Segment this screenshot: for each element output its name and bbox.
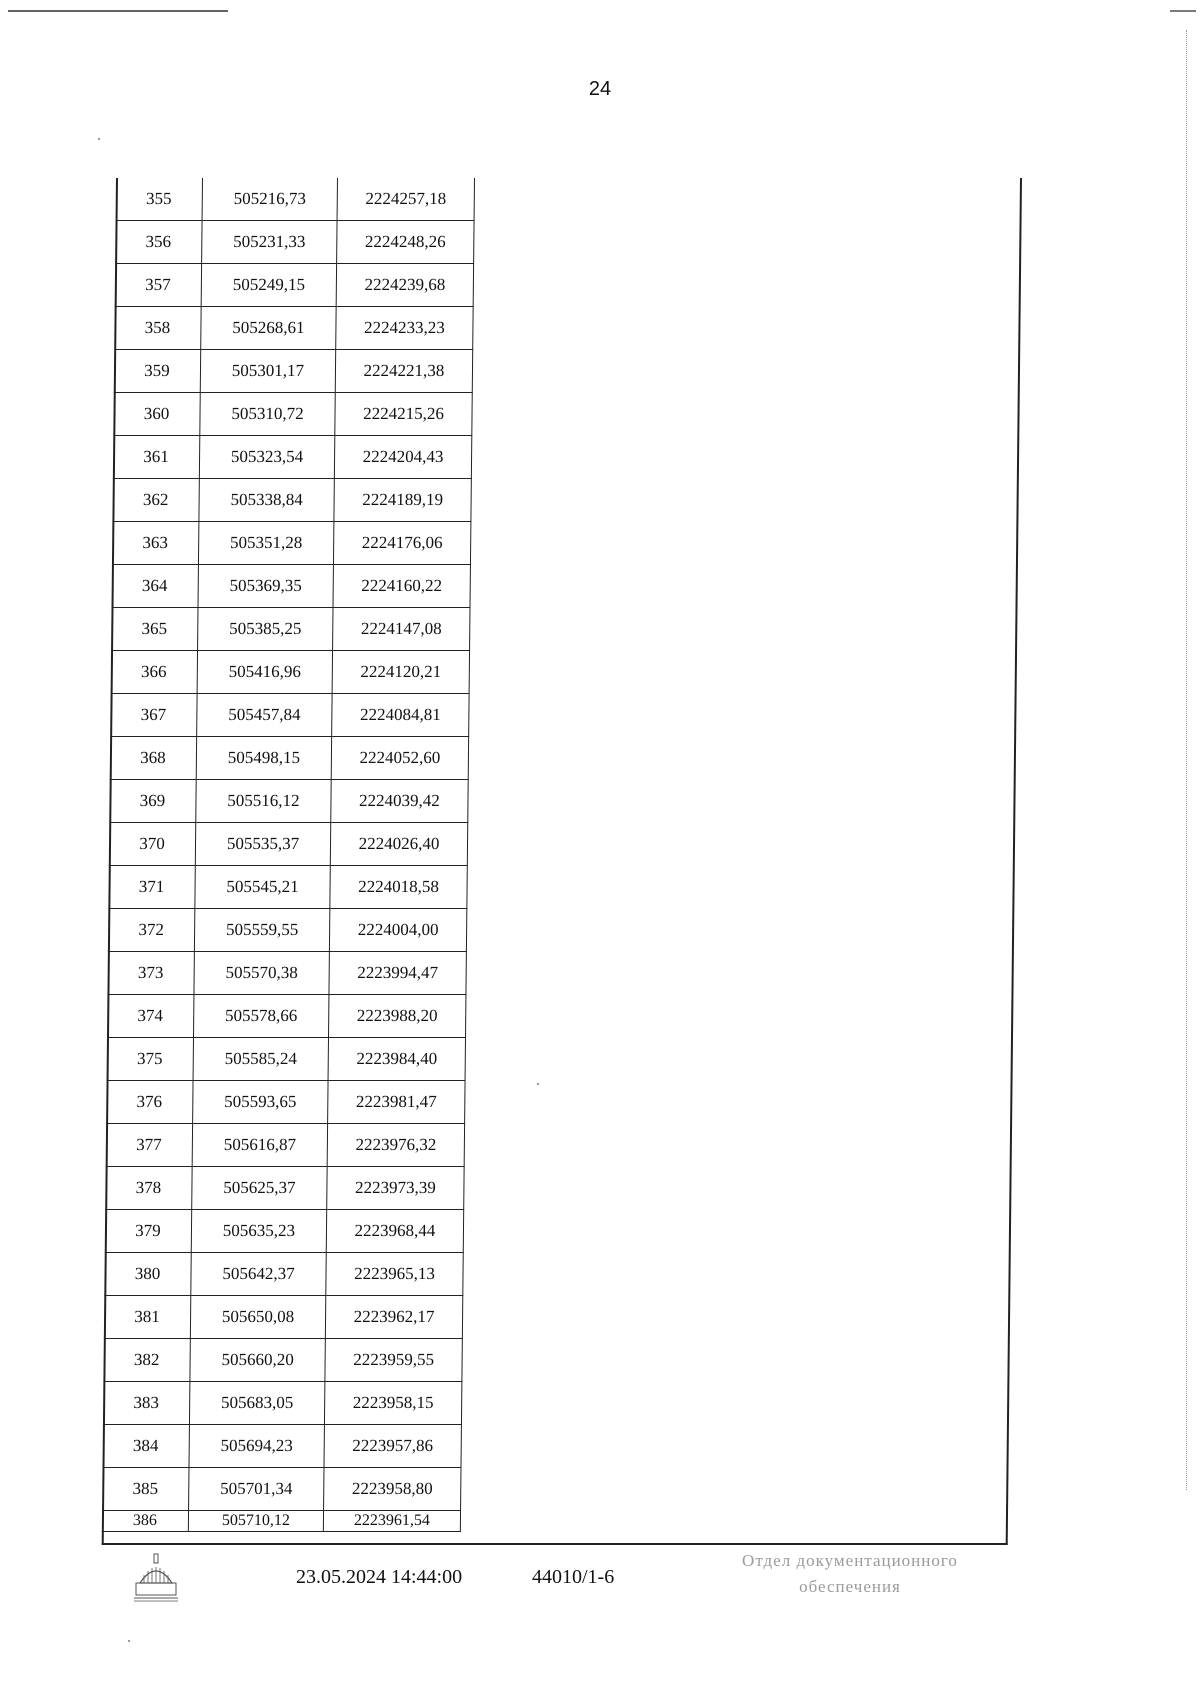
point-number-cell: 385	[102, 1468, 189, 1511]
point-number-cell: 380	[104, 1253, 191, 1296]
stamp-line-1: Отдел документационного	[742, 1551, 958, 1570]
table-row	[109, 780, 468, 823]
table-row	[113, 436, 472, 479]
table-row	[116, 178, 475, 221]
table-row	[109, 823, 468, 866]
table-row	[106, 1081, 465, 1124]
table-row	[115, 264, 474, 307]
y-coordinate-cell: 2223958,15	[324, 1382, 461, 1425]
table-row	[105, 1210, 464, 1253]
y-coordinate-cell: 2223976,32	[327, 1124, 464, 1167]
y-coordinate-cell: 2224215,26	[335, 393, 472, 436]
point-number-cell: 365	[111, 608, 198, 651]
x-coordinate-cell: 505416,96	[197, 651, 332, 694]
table-row	[102, 1468, 461, 1511]
y-coordinate-cell: 2224052,60	[331, 737, 468, 780]
point-number-cell: 361	[113, 436, 200, 479]
point-number-cell: 384	[102, 1425, 189, 1468]
x-coordinate-cell: 505545,21	[195, 866, 330, 909]
point-number-cell: 376	[106, 1081, 193, 1124]
point-number-cell: 372	[108, 909, 195, 952]
point-number-cell: 377	[106, 1124, 193, 1167]
point-number-cell: 386	[102, 1511, 189, 1532]
x-coordinate-cell: 505625,37	[192, 1167, 327, 1210]
coordinates-table	[102, 178, 475, 1532]
x-coordinate-cell: 505216,73	[202, 178, 337, 221]
y-coordinate-cell: 2224248,26	[337, 221, 474, 264]
y-coordinate-cell: 2224039,42	[331, 780, 468, 823]
table-row	[107, 952, 466, 995]
y-coordinate-cell: 2223965,13	[326, 1253, 463, 1296]
table-row	[106, 1124, 465, 1167]
x-coordinate-cell: 505650,08	[190, 1296, 325, 1339]
point-number-cell: 379	[105, 1210, 192, 1253]
dome-emblem-icon	[130, 1553, 182, 1605]
y-coordinate-cell: 2223958,80	[324, 1468, 461, 1511]
x-coordinate-cell: 505683,05	[189, 1382, 324, 1425]
table-row	[114, 307, 473, 350]
page-number: 24	[588, 78, 612, 100]
x-coordinate-cell: 505231,33	[202, 221, 337, 264]
point-number-cell: 358	[114, 307, 201, 350]
table-row	[111, 608, 470, 651]
point-number-cell: 363	[112, 522, 199, 565]
y-coordinate-cell: 2224004,00	[329, 909, 466, 952]
x-coordinate-cell: 505694,23	[189, 1425, 324, 1468]
point-number-cell: 364	[112, 565, 199, 608]
point-number-cell: 355	[116, 178, 203, 221]
x-coordinate-cell: 505268,61	[201, 307, 336, 350]
y-coordinate-cell: 2224257,18	[337, 178, 474, 221]
point-number-cell: 360	[113, 393, 200, 436]
point-number-cell: 369	[109, 780, 196, 823]
y-coordinate-cell: 2224189,19	[334, 479, 471, 522]
table-row	[111, 651, 470, 694]
point-number-cell: 357	[115, 264, 202, 307]
table-row	[103, 1382, 462, 1425]
y-coordinate-cell: 2224084,81	[332, 694, 469, 737]
table-row	[115, 221, 474, 264]
y-coordinate-cell: 2224176,06	[333, 522, 470, 565]
table-row	[110, 737, 469, 780]
scan-speck	[128, 1640, 130, 1642]
y-coordinate-cell: 2224233,23	[336, 307, 473, 350]
point-number-cell: 375	[107, 1038, 194, 1081]
footer-datetime: 23.05.2024 14:44:00	[296, 1566, 463, 1588]
point-number-cell: 373	[107, 952, 194, 995]
y-coordinate-cell: 2224120,21	[332, 651, 469, 694]
x-coordinate-cell: 505585,24	[193, 1038, 328, 1081]
table-row	[102, 1511, 461, 1532]
scan-edge-right	[1186, 30, 1188, 1490]
point-number-cell: 368	[110, 737, 197, 780]
y-coordinate-cell: 2223961,54	[323, 1511, 460, 1532]
x-coordinate-cell: 505635,23	[191, 1210, 326, 1253]
table-row	[108, 909, 467, 952]
y-coordinate-cell: 2224160,22	[333, 565, 470, 608]
x-coordinate-cell: 505249,15	[201, 264, 336, 307]
table-row	[107, 1038, 466, 1081]
x-coordinate-cell: 505701,34	[189, 1468, 324, 1511]
coordinates-table-body	[102, 178, 475, 1532]
point-number-cell: 359	[114, 350, 201, 393]
x-coordinate-cell: 505338,84	[199, 479, 334, 522]
x-coordinate-cell: 505385,25	[198, 608, 333, 651]
table-row	[103, 1339, 462, 1382]
y-coordinate-cell: 2223968,44	[326, 1210, 463, 1253]
x-coordinate-cell: 505516,12	[196, 780, 331, 823]
y-coordinate-cell: 2224018,58	[330, 866, 467, 909]
point-number-cell: 356	[115, 221, 202, 264]
point-number-cell: 374	[107, 995, 194, 1038]
y-coordinate-cell: 2223973,39	[327, 1167, 464, 1210]
scan-speck	[98, 138, 100, 140]
point-number-cell: 383	[103, 1382, 190, 1425]
y-coordinate-cell: 2224239,68	[336, 264, 473, 307]
x-coordinate-cell: 505642,37	[191, 1253, 326, 1296]
table-row	[104, 1296, 463, 1339]
point-number-cell: 370	[109, 823, 196, 866]
x-coordinate-cell: 505578,66	[193, 995, 328, 1038]
y-coordinate-cell: 2223981,47	[328, 1081, 465, 1124]
table-row	[113, 393, 472, 436]
x-coordinate-cell: 505498,15	[196, 737, 331, 780]
table-row	[112, 522, 471, 565]
table-row	[105, 1167, 464, 1210]
point-number-cell: 366	[111, 651, 198, 694]
table-row	[112, 479, 471, 522]
point-number-cell: 381	[104, 1296, 191, 1339]
y-coordinate-cell: 2223962,17	[325, 1296, 462, 1339]
stamp-line-2: обеспечения	[799, 1577, 901, 1596]
table-row	[110, 694, 469, 737]
x-coordinate-cell: 505369,35	[198, 565, 333, 608]
y-coordinate-cell: 2224221,38	[335, 350, 472, 393]
table-row	[102, 1425, 461, 1468]
y-coordinate-cell: 2223988,20	[328, 995, 465, 1038]
scan-artifact-top	[8, 10, 228, 12]
table-row	[112, 565, 471, 608]
y-coordinate-cell: 2223957,86	[324, 1425, 461, 1468]
y-coordinate-cell: 2224026,40	[330, 823, 467, 866]
table-row	[107, 995, 466, 1038]
scan-artifact-top-right	[1170, 10, 1196, 12]
x-coordinate-cell: 505301,17	[200, 350, 335, 393]
x-coordinate-cell: 505457,84	[197, 694, 332, 737]
x-coordinate-cell: 505559,55	[194, 909, 329, 952]
table-row	[108, 866, 467, 909]
point-number-cell: 378	[105, 1167, 192, 1210]
y-coordinate-cell: 2223959,55	[325, 1339, 462, 1382]
y-coordinate-cell: 2223984,40	[328, 1038, 465, 1081]
x-coordinate-cell: 505310,72	[200, 393, 335, 436]
footer-doc-number: 44010/1-6	[532, 1566, 615, 1588]
point-number-cell: 367	[110, 694, 197, 737]
x-coordinate-cell: 505593,65	[193, 1081, 328, 1124]
scan-speck	[537, 1083, 539, 1085]
x-coordinate-cell: 505570,38	[194, 952, 329, 995]
x-coordinate-cell: 505660,20	[190, 1339, 325, 1382]
x-coordinate-cell: 505323,54	[199, 436, 334, 479]
x-coordinate-cell: 505710,12	[188, 1511, 323, 1532]
x-coordinate-cell: 505616,87	[192, 1124, 327, 1167]
table-row	[104, 1253, 463, 1296]
point-number-cell: 382	[103, 1339, 190, 1382]
y-coordinate-cell: 2224147,08	[333, 608, 470, 651]
x-coordinate-cell: 505535,37	[195, 823, 330, 866]
department-stamp	[700, 1548, 1000, 1600]
x-coordinate-cell: 505351,28	[198, 522, 333, 565]
table-row	[114, 350, 473, 393]
point-number-cell: 362	[112, 479, 199, 522]
y-coordinate-cell: 2224204,43	[334, 436, 471, 479]
point-number-cell: 371	[108, 866, 195, 909]
y-coordinate-cell: 2223994,47	[329, 952, 466, 995]
